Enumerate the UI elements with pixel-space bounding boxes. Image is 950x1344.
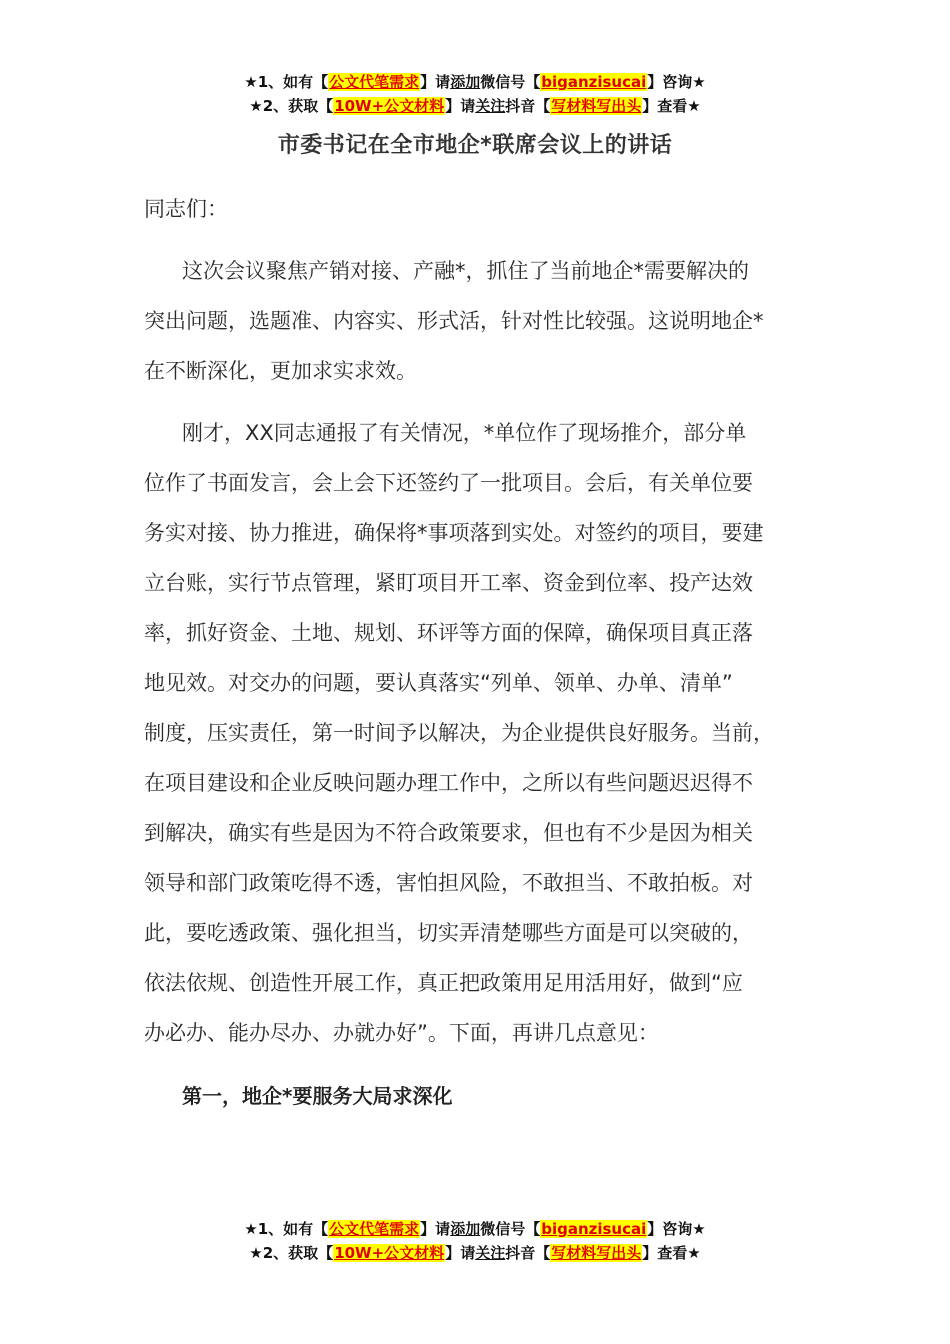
- promo-underlined-text: 添加: [450, 73, 481, 91]
- text-line: 地见效。对交办的问题，要认真落实“列单、领单、办单、清单”: [144, 671, 733, 695]
- promo-line-2: [0, 1241, 950, 1265]
- text-line: 突出问题，选题准、内容实、形式活，针对性比较强。这说明地企*: [144, 309, 764, 333]
- salutation: 同志们：: [144, 197, 228, 221]
- promo-text: 】咨询★: [647, 73, 706, 91]
- body-paragraph-2: [144, 408, 808, 1070]
- promo-highlight: 写材料写出头: [551, 97, 642, 115]
- text-line: 位作了书面发言，会上会下还签约了一批项目。会后，有关单位要: [144, 471, 753, 495]
- text-line: 这次会议聚焦产销对接、产融*，抓住了当前地企*需要解决的: [182, 259, 749, 283]
- promo-underlined-text: 关注: [475, 1244, 506, 1262]
- promo-highlight: 10W+公文材料: [334, 1244, 445, 1262]
- promo-text: 抖音【: [505, 97, 551, 115]
- promo-line-2: [0, 94, 950, 118]
- text-line: 在不断深化，更加求实求效。: [144, 359, 417, 383]
- promo-highlight: 写材料写出头: [551, 1244, 642, 1262]
- text-line: 刚才，XX同志通报了有关情况，*单位作了现场推介，部分单: [182, 421, 747, 445]
- text-line: 领导和部门政策吃得不透，害怕担风险，不敢担当、不敢拍板。对: [144, 871, 753, 895]
- promo-banner-top: [0, 70, 950, 118]
- text-line: 制度，压实责任，第一时间予以解决，为企业提供良好服务。当前，: [144, 721, 774, 745]
- promo-underlined-text: 关注: [475, 97, 506, 115]
- text-line: 在项目建设和企业反映问题办理工作中，之所以有些问题迟迟得不: [144, 771, 753, 795]
- document-title: 市委书记在全市地企*联席会议上的讲话: [277, 133, 673, 158]
- text-line: 立台账，实行节点管理，紧盯项目开工率、资金到位率、投产达效: [144, 571, 753, 595]
- promo-text: 】请: [420, 73, 451, 91]
- promo-text: 】咨询★: [647, 1220, 706, 1238]
- promo-highlight: 10W+公文材料: [334, 97, 445, 115]
- promo-banner-bottom: [0, 1217, 950, 1265]
- promo-underlined-text: 添加: [450, 1220, 481, 1238]
- text-line: 率，抓好资金、土地、规划、环评等方面的保障，确保项目真正落: [144, 621, 753, 645]
- promo-text: 】请: [445, 97, 476, 115]
- promo-line-1: [0, 1217, 950, 1241]
- promo-text: ★1、如有【: [244, 1220, 329, 1238]
- text-line: 此，要吃透政策、强化担当，切实弄清楚哪些方面是可以突破的，: [144, 921, 753, 945]
- promo-text: 】查看★: [642, 1244, 701, 1262]
- promo-text: ★1、如有【: [244, 73, 329, 91]
- text-line: 务实对接、协力推进，确保将*事项落到实处。对签约的项目，要建: [144, 521, 764, 545]
- promo-text: 微信号【: [480, 73, 541, 91]
- text-line: 依法依规、创造性开展工作，真正把政策用足用活用好，做到“应: [144, 971, 743, 995]
- promo-text: 抖音【: [505, 1244, 551, 1262]
- text-line: 办必办、能办尽办、办就办好”。下面，再讲几点意见：: [144, 1021, 659, 1045]
- section-heading: 第一，地企*要服务大局求深化: [182, 1084, 453, 1108]
- body-paragraph-1: [144, 246, 808, 408]
- promo-highlight: 公文代笔需求: [329, 73, 420, 91]
- promo-highlight: biganzisucai: [541, 1220, 647, 1238]
- text-line: 到解决，确实有些是因为不符合政策要求，但也有不少是因为相关: [144, 821, 753, 845]
- promo-text: 】请: [420, 1220, 451, 1238]
- promo-line-1: [0, 70, 950, 94]
- promo-highlight: biganzisucai: [541, 73, 647, 91]
- promo-highlight: 公文代笔需求: [329, 1220, 420, 1238]
- promo-text: 】查看★: [642, 97, 701, 115]
- promo-text: ★2、获取【: [249, 1244, 334, 1262]
- promo-text: ★2、获取【: [249, 97, 334, 115]
- promo-text: 微信号【: [480, 1220, 541, 1238]
- promo-text: 】请: [445, 1244, 476, 1262]
